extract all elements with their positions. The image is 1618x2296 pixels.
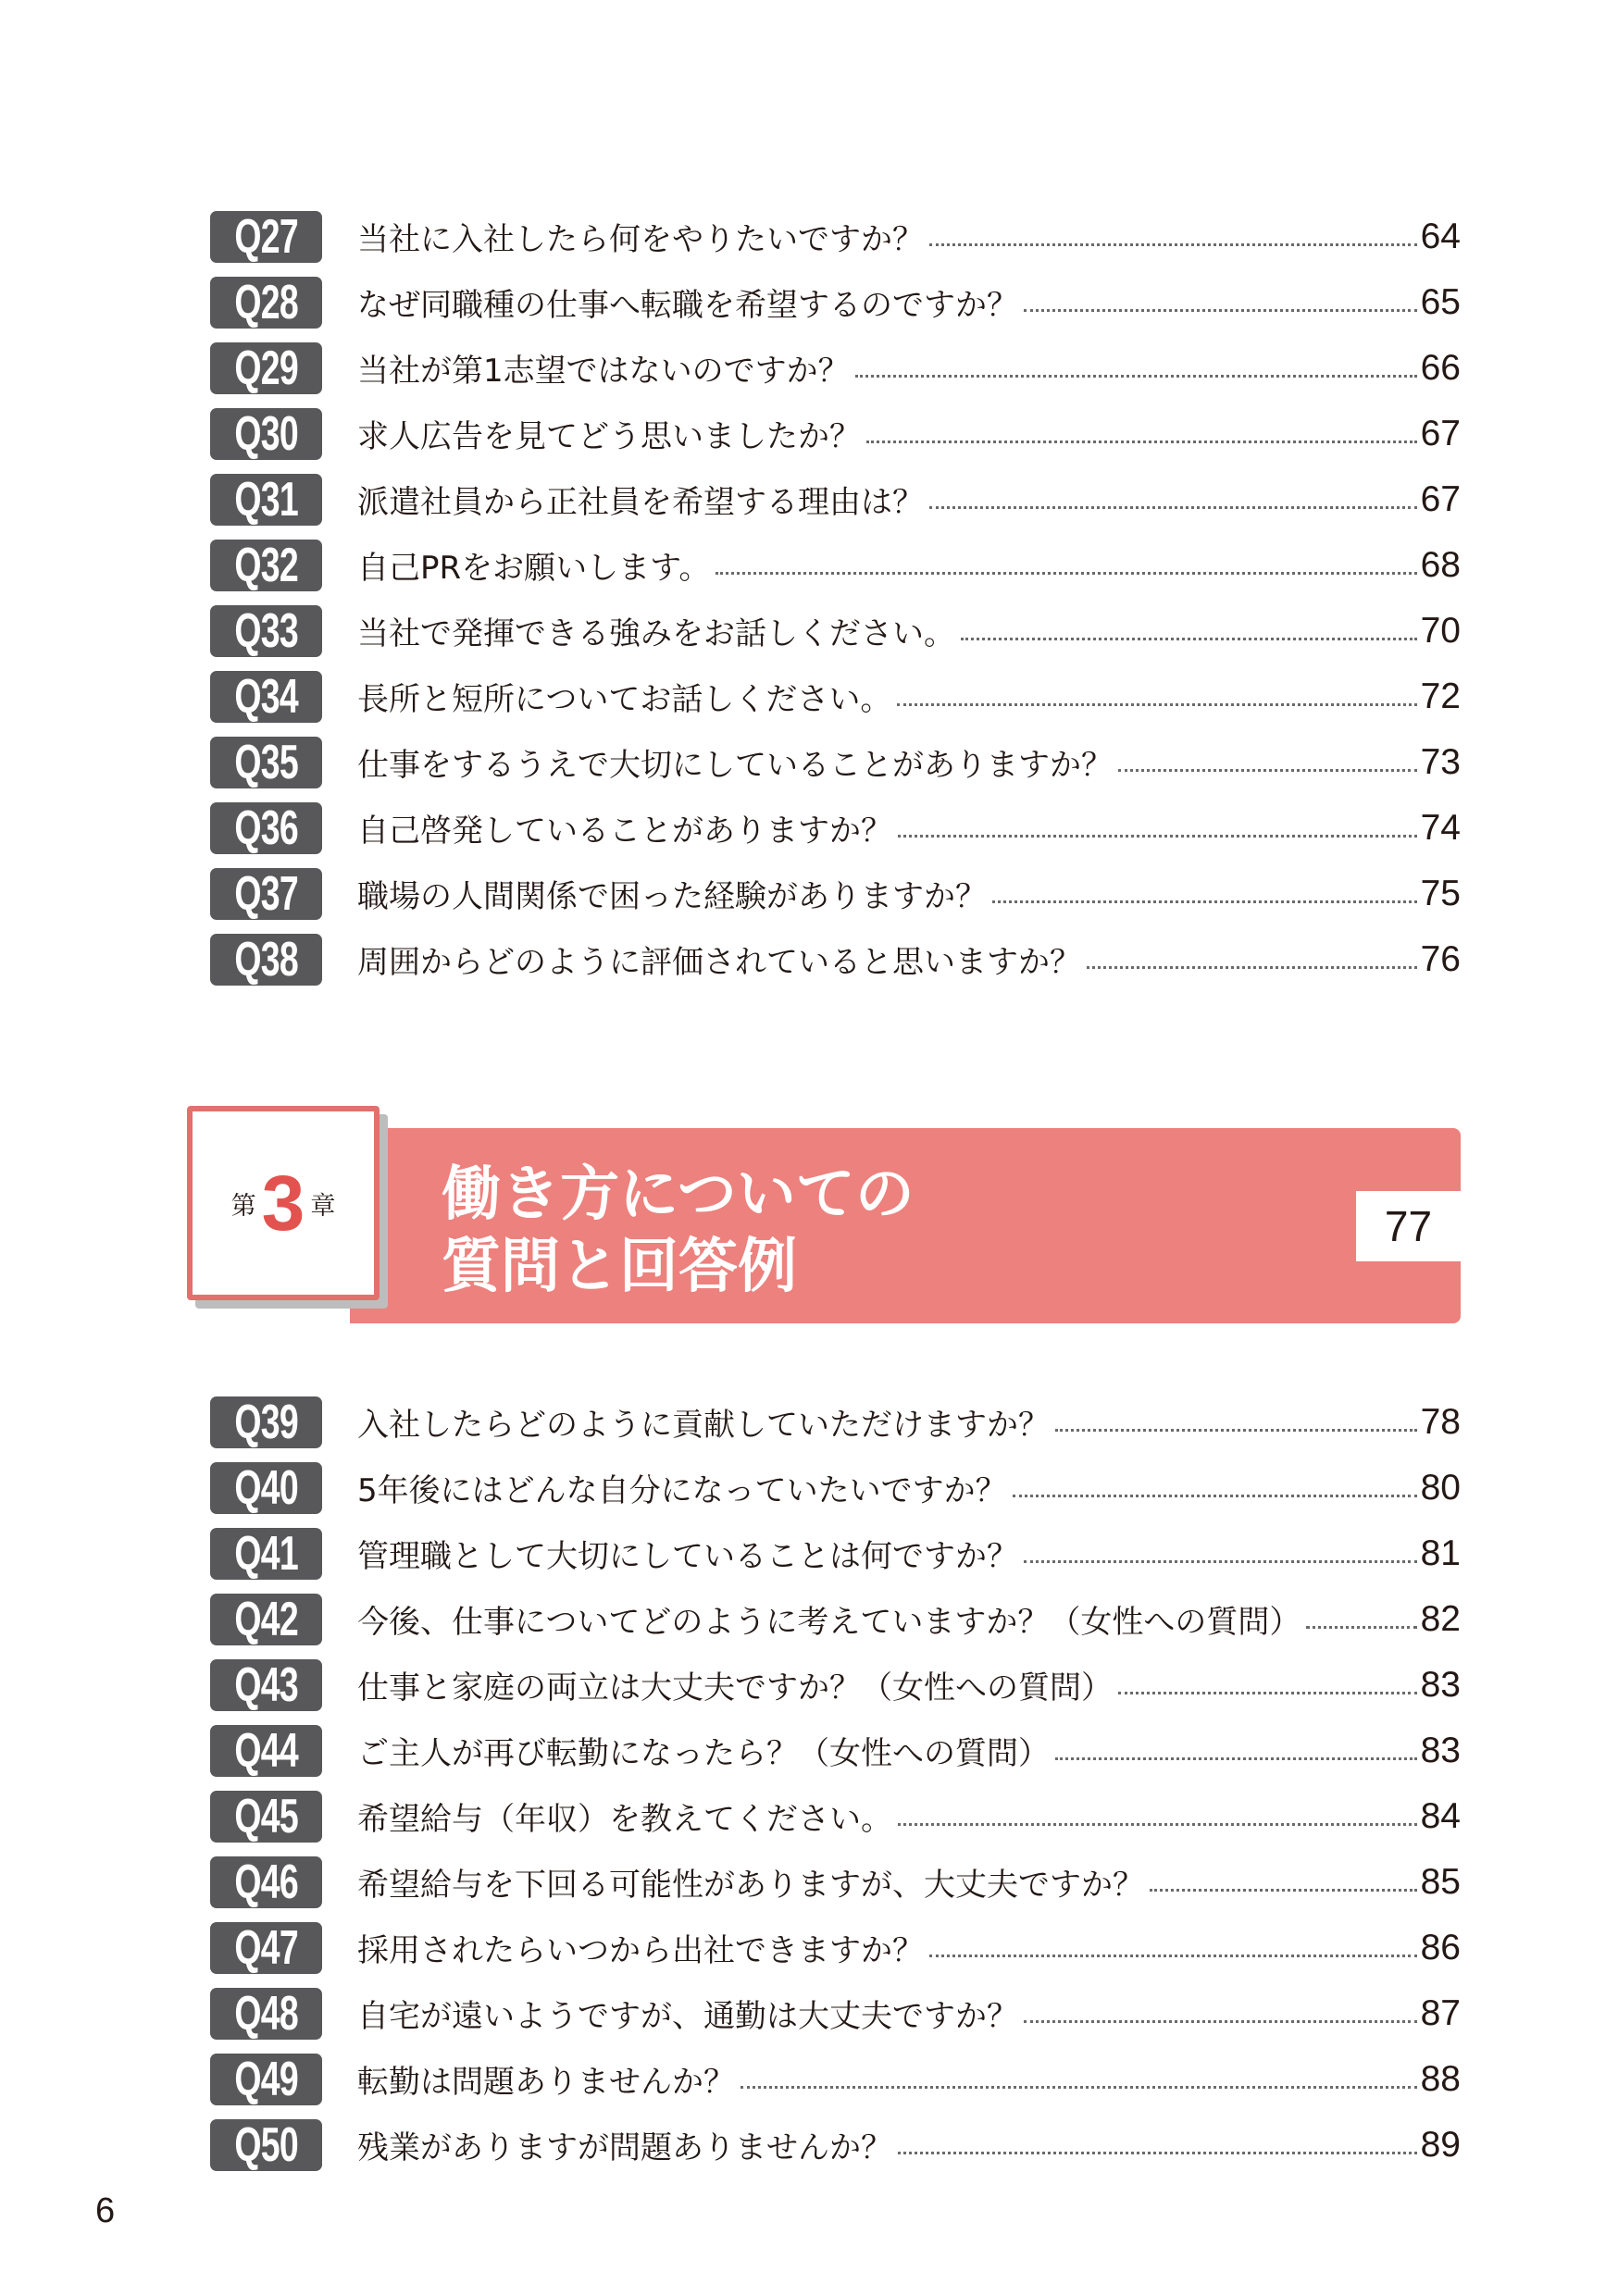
dot-leader: [1024, 1560, 1417, 1563]
question-number-badge: [210, 737, 322, 788]
chapter-number: 3: [261, 1160, 305, 1247]
toc-entry: [210, 1586, 1461, 1652]
question-number-badge: [210, 934, 322, 986]
question-number-badge: [210, 1528, 322, 1580]
chapter-title: [442, 1159, 915, 1303]
toc-entry: [210, 2046, 1461, 2112]
toc-entry: [210, 1718, 1461, 1783]
question-number-badge: [210, 605, 322, 657]
question-number: Q48: [234, 1987, 298, 2040]
dot-leader: [1306, 1626, 1416, 1629]
toc-entry: [210, 1849, 1461, 1915]
question-number: Q33: [234, 604, 298, 657]
question-title: 仕事をするうえで大切にしていることがありますか？: [357, 747, 1113, 784]
toc-entry: [210, 335, 1461, 401]
question-title: ご主人が再び転勤になったら？（女性への質問）: [357, 1735, 1050, 1772]
question-number-badge: [210, 1922, 322, 1974]
toc-entry: [210, 269, 1461, 335]
question-number-badge: [210, 211, 322, 263]
page-reference: 86: [1420, 1927, 1461, 1967]
question-number-badge: [210, 802, 322, 854]
toc-entry: [210, 1389, 1461, 1455]
question-number: Q27: [234, 210, 298, 263]
question-title: 採用されたらいつから出社できますか？: [357, 1932, 924, 1969]
question-title: 入社したらどのように貢献していただけますか？: [357, 1407, 1050, 1444]
question-title: 希望給与を下回る可能性がありますが、大丈夫ですか？: [357, 1867, 1144, 1904]
toc-entry: [210, 598, 1461, 664]
toc-list: [210, 1389, 1461, 2178]
question-number-badge: [210, 1396, 322, 1448]
question-number: Q35: [234, 736, 298, 788]
question-number-badge: [210, 277, 322, 329]
question-number: Q49: [234, 2053, 298, 2105]
toc-entry: [210, 1980, 1461, 2046]
dot-leader: [929, 243, 1417, 246]
question-number: Q37: [234, 867, 298, 920]
question-title: 転勤は問題ありませんか？: [357, 2064, 735, 2101]
question-number-badge: [210, 2054, 322, 2105]
question-title: 仕事と家庭の両立は大丈夫ですか？（女性への質問）: [357, 1669, 1113, 1706]
page-reference: 76: [1420, 938, 1461, 979]
dot-leader: [898, 2152, 1417, 2154]
toc-entry: [210, 926, 1461, 992]
question-title: 周囲からどのように評価されていると思いますか？: [357, 944, 1081, 981]
question-title: 5年後にはどんな自分になっていたいですか？: [357, 1472, 1007, 1509]
toc-entry: [210, 861, 1461, 926]
question-title: 自己啓発していることがありますか？: [357, 813, 892, 850]
question-number: Q30: [234, 407, 298, 460]
dot-leader: [1024, 309, 1417, 312]
page-reference: 80: [1420, 1467, 1461, 1508]
question-number-badge: [210, 1988, 322, 2040]
chapter-suffix: 章: [310, 1191, 336, 1221]
question-title: 当社が第1志望ではないのですか？: [357, 353, 850, 390]
question-number: Q34: [234, 670, 298, 723]
question-number: Q39: [234, 1396, 298, 1448]
toc-entry: [210, 729, 1461, 795]
question-number-badge: [210, 1725, 322, 1777]
question-number: Q31: [234, 473, 298, 526]
page-reference: 67: [1420, 413, 1461, 453]
dot-leader: [1087, 966, 1417, 969]
page-reference: 84: [1420, 1795, 1461, 1836]
question-number-badge: [210, 2119, 322, 2171]
dot-leader: [1118, 769, 1417, 772]
dot-leader: [866, 441, 1417, 443]
page-reference: 83: [1420, 1664, 1461, 1705]
question-number: Q45: [234, 1790, 298, 1843]
dot-leader: [855, 375, 1417, 378]
dot-leader: [961, 638, 1417, 640]
question-title: 派遣社員から正社員を希望する理由は？: [357, 484, 924, 521]
question-number-badge: [210, 408, 322, 460]
page-reference: 67: [1420, 478, 1461, 519]
question-title: 職場の人間関係で困った経験がありますか？: [357, 878, 987, 915]
page-reference: 85: [1420, 1861, 1461, 1902]
page-reference: 66: [1420, 347, 1461, 388]
question-number: Q29: [234, 341, 298, 394]
chapter-title-line-2: 質問と回答例: [442, 1233, 797, 1301]
question-number-badge: [210, 342, 322, 394]
toc-entry: [210, 1783, 1461, 1849]
question-number: Q44: [234, 1724, 298, 1777]
question-number: Q28: [234, 276, 298, 329]
question-number-badge: [210, 1462, 322, 1514]
toc-entry: [210, 1915, 1461, 1980]
question-title: 求人広告を見てどう思いましたか？: [357, 418, 861, 455]
chapter-page-reference: 77: [1356, 1191, 1461, 1261]
page-reference: 89: [1420, 2124, 1461, 2165]
question-number: Q36: [234, 801, 298, 854]
toc-entry: [210, 795, 1461, 861]
question-title: なぜ同職種の仕事へ転職を希望するのですか？: [357, 287, 1018, 324]
question-number: Q38: [234, 933, 298, 986]
dot-leader: [741, 2086, 1417, 2089]
dot-leader: [1013, 1495, 1417, 1497]
page-reference: 78: [1420, 1401, 1461, 1442]
question-number-badge: [210, 540, 322, 591]
dot-leader: [1055, 1429, 1417, 1432]
dot-leader: [716, 572, 1416, 575]
dot-leader: [1024, 2020, 1417, 2023]
question-number: Q41: [234, 1527, 298, 1580]
page-reference: 70: [1420, 610, 1461, 651]
chapter-title-line-1: 働き方についての: [442, 1160, 915, 1229]
question-number-badge: [210, 671, 322, 723]
page-reference: 73: [1420, 741, 1461, 782]
dot-leader: [898, 835, 1417, 838]
toc-entry: [210, 532, 1461, 598]
question-title: 今後、仕事についてどのように考えていますか？（女性への質問）: [357, 1604, 1301, 1641]
toc-entry: [210, 2112, 1461, 2178]
page-reference: 65: [1420, 281, 1461, 322]
toc-entry: [210, 1455, 1461, 1520]
toc-entry: [210, 1520, 1461, 1586]
question-title: 自己PRをお願いします。: [357, 550, 711, 587]
question-number-badge: [210, 1594, 322, 1645]
dot-leader: [898, 1823, 1417, 1826]
dot-leader: [1055, 1757, 1417, 1760]
question-number-badge: [210, 1856, 322, 1908]
toc-entry: [210, 664, 1461, 729]
chapter-prefix: 第: [230, 1191, 256, 1221]
question-number-badge: [210, 474, 322, 526]
toc-entry: [210, 466, 1461, 532]
toc-entry: [210, 1652, 1461, 1718]
toc-list: [210, 204, 1461, 992]
dot-leader: [992, 900, 1417, 903]
question-number: Q47: [234, 1921, 298, 1974]
page-reference: 87: [1420, 1992, 1461, 2033]
page-reference: 74: [1420, 807, 1461, 848]
question-number: Q43: [234, 1658, 298, 1711]
page-reference: 82: [1420, 1598, 1461, 1639]
dot-leader: [1118, 1692, 1417, 1694]
question-number: Q46: [234, 1855, 298, 1908]
question-title: 長所と短所についてお話しください。: [357, 681, 892, 718]
question-title: 残業がありますが問題ありませんか？: [357, 2129, 892, 2166]
question-number: Q32: [234, 539, 298, 591]
question-number: Q50: [234, 2118, 298, 2171]
question-number-badge: [210, 868, 322, 920]
page-reference: 83: [1420, 1730, 1461, 1770]
question-title: 自宅が遠いようですが、通勤は大丈夫ですか？: [357, 1998, 1018, 2035]
page-reference: 68: [1420, 544, 1461, 585]
toc-entry: [210, 204, 1461, 269]
dot-leader: [929, 1955, 1417, 1957]
question-number-badge: [210, 1659, 322, 1711]
question-title: 希望給与（年収）を教えてください。: [357, 1801, 892, 1838]
page-reference: 88: [1420, 2058, 1461, 2099]
page-number: 6: [95, 2191, 116, 2230]
dot-leader: [897, 703, 1416, 706]
question-number-badge: [210, 1791, 322, 1843]
page-reference: 81: [1420, 1533, 1461, 1573]
question-number: Q40: [234, 1461, 298, 1514]
question-number: Q42: [234, 1593, 298, 1645]
dot-leader: [929, 506, 1417, 509]
question-title: 当社で発揮できる強みをお話しください。: [357, 615, 955, 652]
dot-leader: [1150, 1889, 1417, 1892]
page-reference: 72: [1420, 676, 1461, 716]
page-reference: 64: [1420, 216, 1461, 256]
page-reference: 75: [1420, 873, 1461, 913]
toc-entry: [210, 401, 1461, 466]
chapter-number-box: [187, 1106, 380, 1300]
question-title: 当社に入社したら何をやりたいですか？: [357, 221, 924, 258]
question-title: 管理職として大切にしていることは何ですか？: [357, 1538, 1018, 1575]
